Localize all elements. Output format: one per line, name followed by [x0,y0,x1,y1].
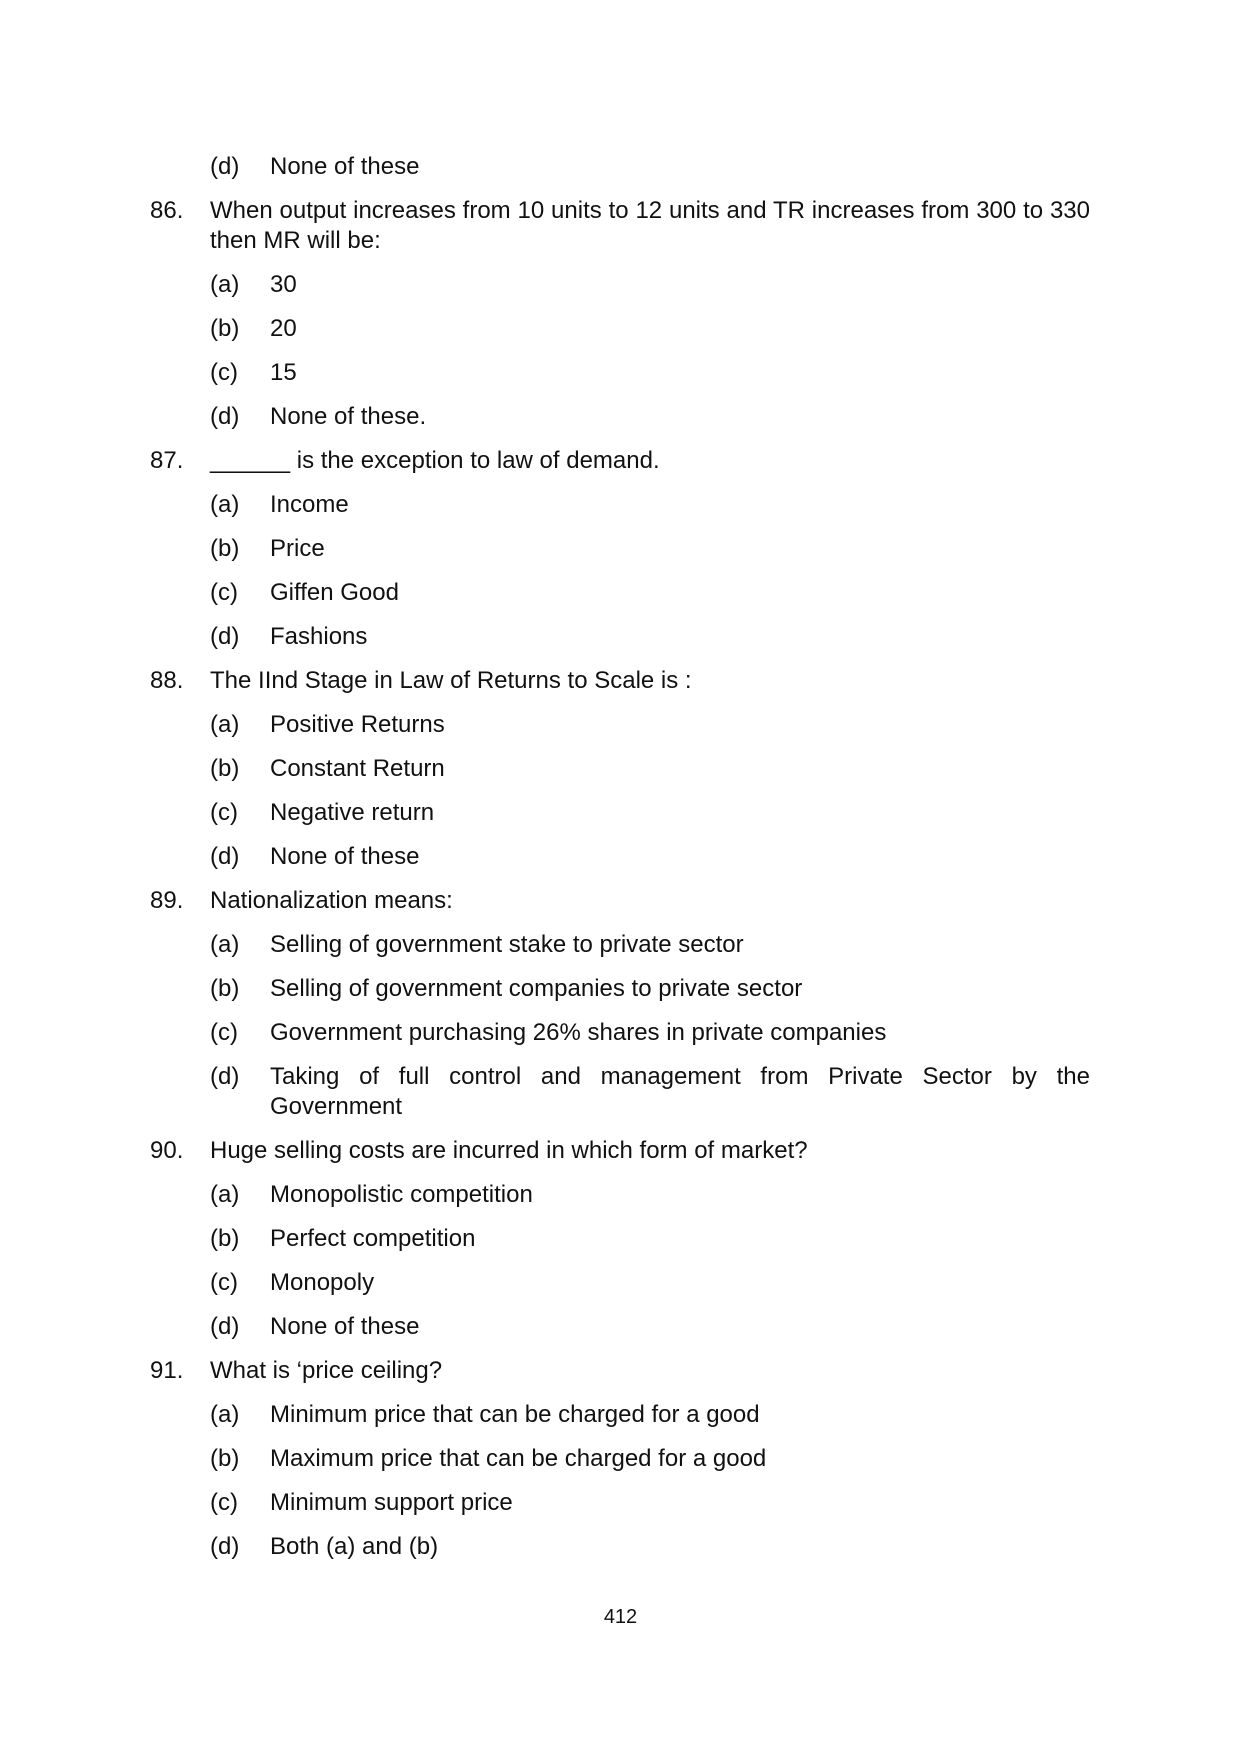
option-text: None of these [270,1313,420,1340]
option [150,622,1090,652]
option [150,1312,1090,1342]
option-text: 20 [270,315,297,342]
question-text: When output increases from 10 units to 12 units and TR increases from 300 to 330 then MR will be: [210,197,1090,254]
option-text: None of these [270,153,420,180]
option-text: Monopoly [270,1269,375,1296]
option-label: (d) [210,623,240,650]
option-label: (b) [210,535,240,562]
option-label: (d) [210,1533,240,1560]
option-label: (c) [210,359,238,386]
option-label: (c) [210,579,238,606]
option-text: 30 [270,271,297,298]
option [150,710,1090,740]
question-87 [150,446,1090,476]
option [150,578,1090,608]
option-label: (b) [210,1445,240,1472]
question-text: ______ is the exception to law of demand. [210,447,660,474]
option-text: Price [270,535,325,562]
option-text: Both (a) and (b) [270,1533,439,1560]
question-number: 90. [150,1137,184,1164]
question-text: What is ‘price ceiling? [210,1357,443,1384]
page-number: 412 [603,1606,638,1628]
option [150,798,1090,828]
option [150,1488,1090,1518]
option-label: (d) [210,403,240,430]
option-label: (c) [210,799,238,826]
question-number: 87. [150,447,184,474]
question-number: 91. [150,1357,184,1384]
option [150,1180,1090,1210]
question-86 [150,196,1090,256]
carryover-option [150,152,1090,182]
option-label: (c) [210,1489,238,1516]
option-label: (b) [210,755,240,782]
option [150,974,1090,1004]
option-label: (a) [210,931,240,958]
question-list [150,152,1090,1562]
option-label: (d) [210,153,240,180]
option [150,1444,1090,1474]
option-label: (a) [210,711,240,738]
option [150,1062,1090,1122]
option-label: (c) [210,1019,238,1046]
option-label: (b) [210,1225,240,1252]
option-label: (d) [210,1313,240,1340]
option-text: None of these [270,843,420,870]
option [150,490,1090,520]
option [150,1532,1090,1562]
question-88 [150,666,1090,696]
question-91 [150,1356,1090,1386]
option-text: Monopolistic competition [270,1181,533,1208]
option-text: Income [270,491,349,518]
option [150,1268,1090,1298]
question-90 [150,1136,1090,1166]
option [150,314,1090,344]
option-text: Selling of government stake to private sector [270,931,744,958]
option-label: (b) [210,975,240,1002]
option-text: Selling of government companies to private sector [270,975,803,1002]
option-text: Negative return [270,799,435,826]
option-text: Minimum price that can be charged for a good [270,1401,760,1428]
question-text: Huge selling costs are incurred in which form of market? [210,1137,808,1164]
option-text: Perfect competition [270,1225,476,1252]
option [150,930,1090,960]
option [150,1018,1090,1048]
option-text: 15 [270,359,297,386]
option-label: (b) [210,315,240,342]
option-text: Positive Returns [270,711,445,738]
question-number: 89. [150,887,184,914]
option [150,358,1090,388]
option-label: (a) [210,1401,240,1428]
question-89 [150,886,1090,916]
option-text: Maximum price that can be charged for a good [270,1445,767,1472]
option-label: (c) [210,1269,238,1296]
option-label: (a) [210,491,240,518]
question-number: 86. [150,197,184,224]
option-label: (d) [210,1063,240,1090]
option [150,754,1090,784]
option-label: (d) [210,843,240,870]
option [150,534,1090,564]
question-text: Nationalization means: [210,887,453,914]
option-text: None of these. [270,403,427,430]
question-text: The IInd Stage in Law of Returns to Scale is : [210,667,692,694]
option [150,1400,1090,1430]
option-label: (a) [210,271,240,298]
option-text: Taking of full control and management from Private Sector by the Government [270,1063,1090,1120]
option-label: (a) [210,1181,240,1208]
question-number: 88. [150,667,184,694]
option-text: Minimum support price [270,1489,513,1516]
option [150,1224,1090,1254]
option-text: Giffen Good [270,579,399,606]
option [150,270,1090,300]
option-text: Government purchasing 26% shares in private companies [270,1019,887,1046]
option [150,402,1090,432]
option-text: Fashions [270,623,368,650]
option [150,842,1090,872]
option-text: Constant Return [270,755,445,782]
